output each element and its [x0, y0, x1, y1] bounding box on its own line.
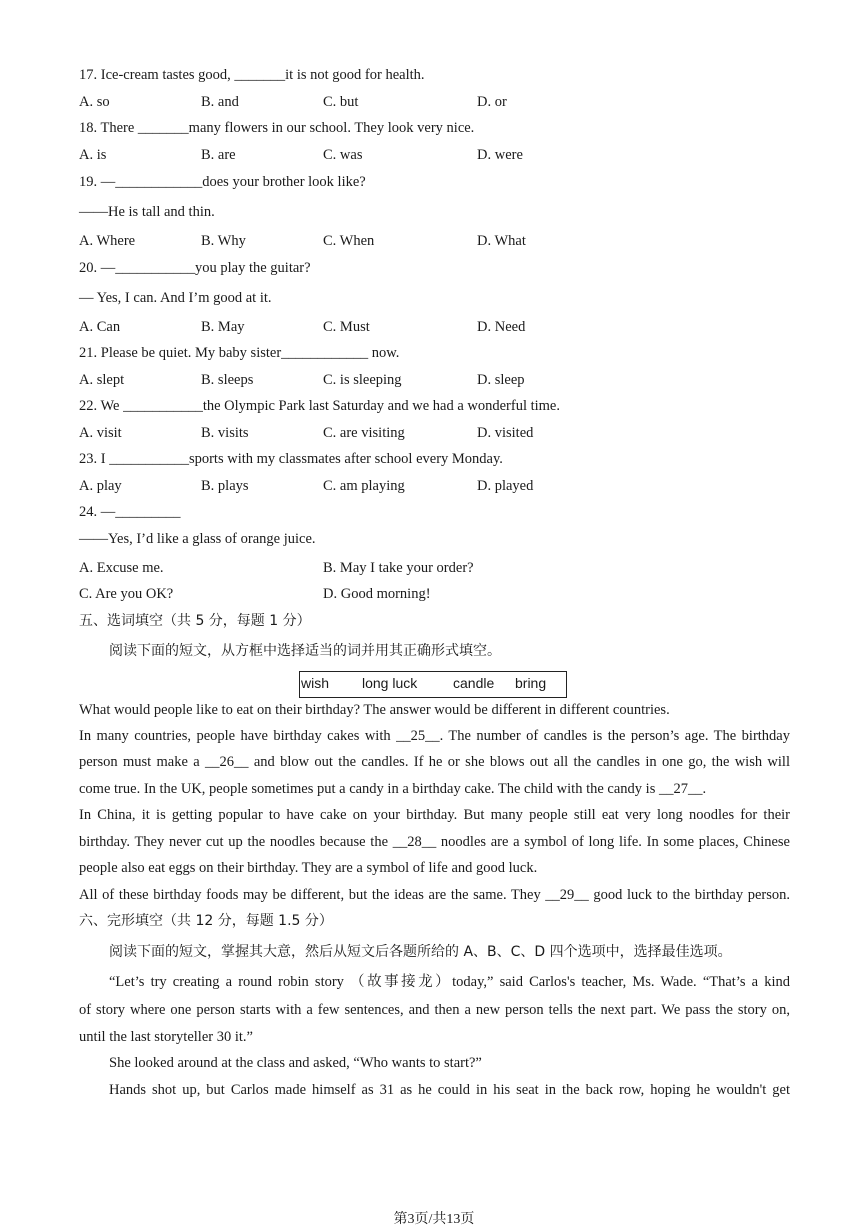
q24-option-c: C. Are you OK?	[79, 586, 174, 602]
q22-option-d: D. visited	[477, 425, 534, 441]
question-20-stem: 20. —___________you play the guitar?	[79, 260, 311, 276]
section-5-heading: 五、选词填空（共 5 分，每题 1 分）	[79, 613, 311, 629]
q22-option-b: B. visits	[201, 425, 249, 441]
q20-option-b: B. May	[201, 319, 245, 335]
section-6-passage-line: of story where one person starts with a few sentences, and then a new person tells the next part. We pass the story on,	[79, 1002, 790, 1018]
q21-option-b: B. sleeps	[201, 372, 254, 388]
q22-option-a: A. visit	[79, 425, 122, 441]
question-24-stem: 24. —_________	[79, 504, 181, 520]
q23-option-d: D. played	[477, 478, 534, 494]
section-6-heading: 六、完形填空（共 12 分，每题 1.5 分）	[79, 913, 333, 929]
section-5-passage-line: person must make a __26__ and blow out the candles. If he or she blows out all the candles in one go, the wish will	[79, 754, 790, 770]
section-5-passage-line: In many countries, people have birthday cakes with __25__. The number of candles is the person’s age. The birthday	[79, 728, 790, 744]
question-22-stem: 22. We ___________the Olympic Park last Saturday and we had a wonderful time.	[79, 398, 560, 414]
q18-option-d: D. were	[477, 147, 523, 163]
question-23-stem: 23. I ___________sports with my classmates after school every Monday.	[79, 451, 503, 467]
q21-option-c: C. is sleeping	[323, 372, 402, 388]
word-box-item: wish	[301, 675, 330, 691]
q20-option-c: C. Must	[323, 319, 370, 335]
question-20-reply: — Yes, I can. And I’m good at it.	[79, 290, 272, 306]
word-box-item: bring	[515, 675, 547, 691]
q19-option-d: D. What	[477, 233, 526, 249]
q23-option-a: A. play	[79, 478, 122, 494]
q17-option-b: B. and	[201, 94, 239, 110]
section-5-passage-line: birthday. They never cut up the noodles because the __28__ noodles are a symbol of long life. In some places, Chinese	[79, 834, 790, 850]
word-box-item: long luck	[362, 675, 418, 691]
q22-option-c: C. are visiting	[323, 425, 405, 441]
q21-option-d: D. sleep	[477, 372, 525, 388]
section-5-passage-line: What would people like to eat on their birthday? The answer would be different in different countries.	[79, 702, 670, 718]
section-6-instruction: 阅读下面的短文，掌握其大意，然后从短文后各题所给的 A、B、C、D 四个选项中，选择最佳选项。	[109, 944, 732, 960]
q18-option-a: A. is	[79, 147, 107, 163]
word-box	[299, 671, 567, 698]
q23-option-c: C. am playing	[323, 478, 405, 494]
section-5-passage-line: In China, it is getting popular to have cake on your birthday. But many people still eat very long noodles for their	[79, 807, 790, 823]
question-24-reply: ——Yes, I’d like a glass of orange juice.	[79, 531, 316, 547]
q24-option-a: A. Excuse me.	[79, 560, 164, 576]
q19-option-a: A. Where	[79, 233, 136, 249]
q19-option-c: C. When	[323, 233, 375, 249]
question-19-stem: 19. —____________does your brother look like?	[79, 174, 366, 190]
q20-option-a: A. Can	[79, 319, 121, 335]
section-6-passage-line: “Let’s try creating a round robin story （故事接龙）today,” said Carlos's teacher, Ms. Wade. “That’s a kind	[109, 974, 790, 990]
q17-option-d: D. or	[477, 94, 507, 110]
question-21-stem: 21. Please be quiet. My baby sister____________ now.	[79, 345, 400, 361]
section-6-passage-line: She looked around at the class and asked, “Who wants to start?”	[109, 1055, 482, 1071]
q20-option-d: D. Need	[477, 319, 526, 335]
q18-option-c: C. was	[323, 147, 363, 163]
q17-option-c: C. but	[323, 94, 359, 110]
question-19-reply: ——He is tall and thin.	[79, 204, 215, 220]
q21-option-a: A. slept	[79, 372, 125, 388]
question-18-stem: 18. There _______many flowers in our school. They look very nice.	[79, 120, 475, 136]
section-6-passage-line: until the last storyteller 30 it.”	[79, 1029, 253, 1045]
section-5-passage-line: come true. In the UK, people sometimes put a candy in a birthday cake. The child with the candy is __27__.	[79, 781, 707, 797]
q24-option-d: D. Good morning!	[323, 586, 431, 602]
q17-option-a: A. so	[79, 94, 110, 110]
section-6-passage-line: Hands shot up, but Carlos made himself as 31 as he could in his seat in the back row, hoping he wouldn't get	[109, 1082, 790, 1098]
q19-option-b: B. Why	[201, 233, 246, 249]
question-17-stem: 17. Ice-cream tastes good, _______it is not good for health.	[79, 67, 425, 83]
section-5-passage-line: people also eat eggs on their birthday. They are a symbol of life and good luck.	[79, 860, 538, 876]
q18-option-b: B. are	[201, 147, 236, 163]
page-footer: 第3页/共13页	[393, 1212, 475, 1227]
section-5-instruction: 阅读下面的短文，从方框中选择适当的词并用其正确形式填空。	[109, 643, 501, 659]
q23-option-b: B. plays	[201, 478, 249, 494]
section-5-passage-line: All of these birthday foods may be different, but the ideas are the same. They __29__ good luck to the birthday person.	[79, 887, 790, 903]
word-box-item: candle	[453, 675, 495, 691]
q24-option-b: B. May I take your order?	[323, 560, 474, 576]
